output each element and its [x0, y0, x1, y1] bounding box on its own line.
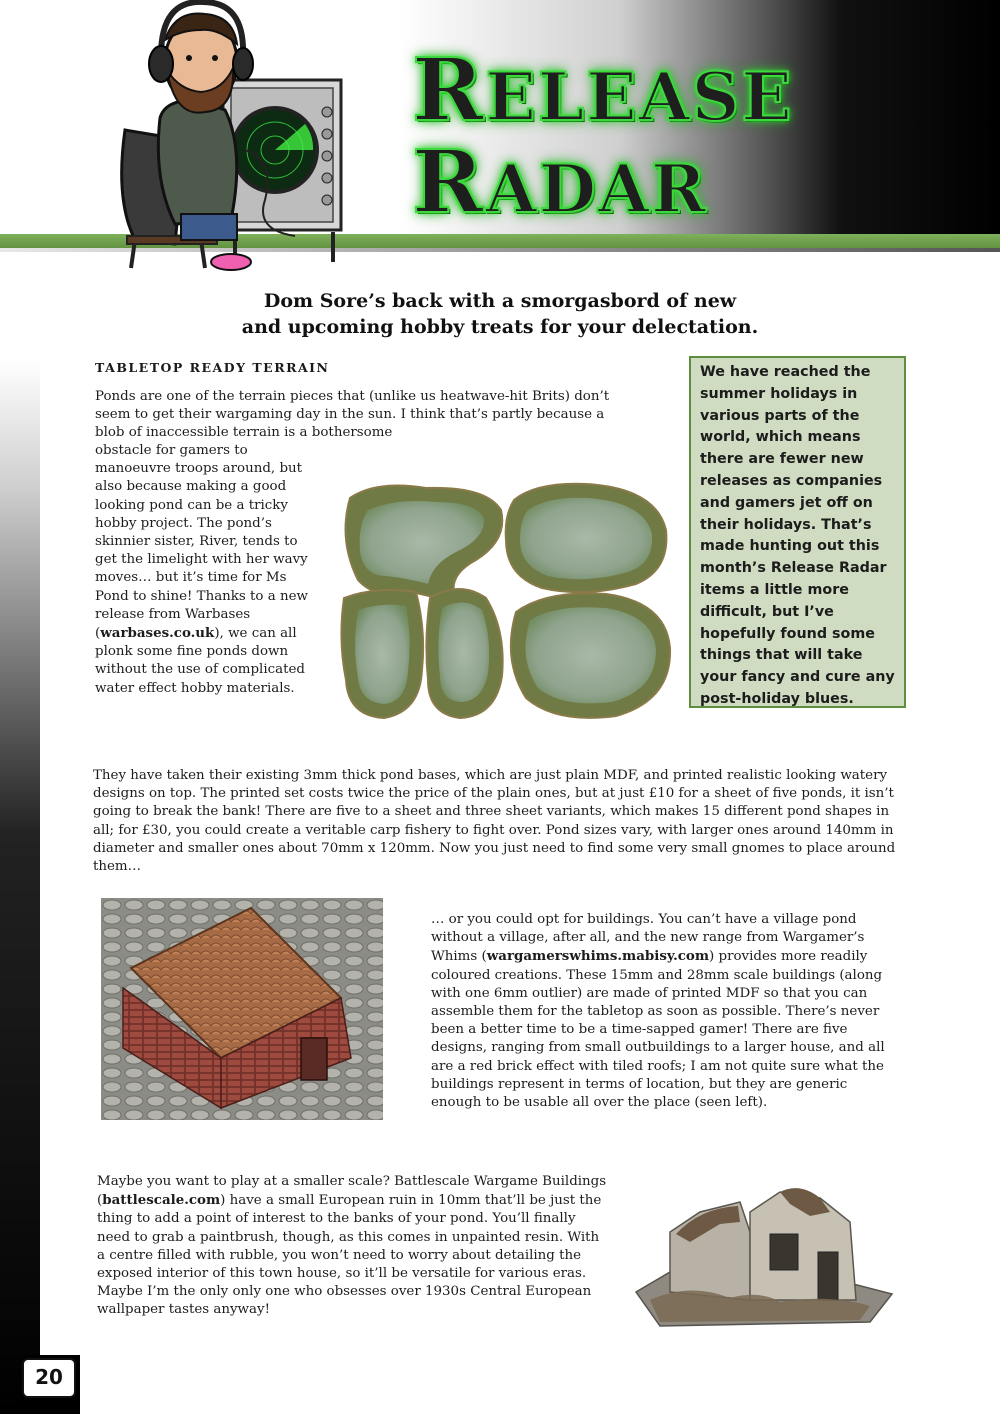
- intro-standfirst: [230, 288, 770, 340]
- figure-body: [158, 100, 236, 224]
- wooden-door: [301, 1038, 327, 1080]
- european-ruin-image: [630, 1182, 900, 1332]
- paragraph-2: They have taken their existing 3mm thick pond bases, which are just plain MDF, and printed realistic looking watery designs on top. The printed set costs twice the price of the plain ones, but at just £10 for a sheet of five ponds, it isn’t going to break the bank! There are five to a sheet and three sheet variants, which makes 15 different pond shapes in all; for £30, you could create a veritable carp fishery to fight over. Pond sizes vary, with larger ones around 140mm in diameter and smaller ones about 70mm x 120mm. Now you just need to find some very small gnomes to place around them…: [93, 768, 896, 875]
- ruin-doorway: [818, 1252, 838, 1300]
- paragraph-1-wide: Ponds are one of the terrain pieces that (unlike us heatwave-hit Brits) don’t seem to get their wargaming day in the sun. I think that’s partly because a blob of inaccessible terrain is a bothersome: [95, 389, 610, 441]
- intro-line-1: Dom Sore’s back with a smorgasbord of new: [263, 290, 737, 312]
- paragraph-3-text: … or you could opt for buildings. You can’t have a village pond without a village, after all, and the new range from Wargamer’s Whims (: [431, 912, 865, 965]
- section-heading: TABLETOP READY TERRAIN: [95, 360, 330, 375]
- paragraph-1-text-end: ), we can all plonk some fine ponds down without the use of complicated water effect hobby materials.: [95, 626, 305, 696]
- intro-line-2: and upcoming hobby treats for your delectation.: [241, 316, 759, 338]
- sidebar-box: We have reached the summer holidays in various parts of the world, which means there are fewer new releases as companies and gamers jet off on their holidays. That’s made hunting out this month’s Release Radar items a little more difficult, but I’ve hopefully found some things that will take your fancy and cure any post-holiday blues.: [689, 356, 906, 708]
- radar-operator-illustration: [105, 0, 345, 272]
- red-brick-building-image: [101, 898, 383, 1120]
- paragraph-3: [431, 911, 901, 1112]
- title-line-radar: RADAR: [412, 132, 708, 233]
- left-gradient-bar: [0, 360, 40, 1414]
- wargamers-whims-link[interactable]: wargamerswhims.mabisy.com: [486, 948, 710, 965]
- paragraph-1-narrow: [95, 442, 320, 698]
- title-line-release: RELEASE: [412, 40, 794, 141]
- page-number: 20: [22, 1358, 76, 1398]
- battlescale-link[interactable]: battlescale.com: [102, 1192, 221, 1209]
- paragraph-3-text-end: ) provides more readily coloured creations. These 15mm and 28mm scale buildings (along with one 6mm outlier) are made of printed MDF so that you can assemble them for the tabletop as soon as possible. There’s never been a better time to be a time-sapped gamer! There are five designs, ranging from small outbuildings to a larger house, and all are a red brick effect with tiled roofs; I am not quite sure what the buildings represent in terms of location, but they are generic enough to be usable all over the place (seen left).: [431, 949, 885, 1111]
- paragraph-1-text: obstacle for gamers to manoeuvre troops around, but also because making a good looking pond can be a tricky hobby project. The pond’s skinnier sister, River, tends to get the limelight with her wavy moves… but it’s time for Ms Pond to shine! Thanks to a new release from Warbases (: [95, 443, 309, 642]
- paragraph-4-text: Maybe you want to play at a smaller scale? Battlescale Wargame Buildings (: [97, 1174, 607, 1209]
- slipper: [211, 254, 251, 270]
- paragraph-4: [97, 1173, 607, 1320]
- paragraph-4-text-end: ) have a small European ruin in 10mm that’ll be just the thing to add a point of interest to the banks of your pond. You’ll finally need to grab a paintbrush, though, as this comes in unpainted resin. With a centre filled with rubble, you won’t need to worry about detailing the exposed interior of this town house, so it’ll be versatile for various eras. Maybe I’m the only only one who obsesses over 1930s Central European wallpaper tastes anyway!: [97, 1193, 602, 1318]
- warbases-link[interactable]: warbases.co.uk: [100, 625, 215, 642]
- printed-ponds-image: [336, 480, 676, 725]
- ruin-window: [770, 1234, 798, 1270]
